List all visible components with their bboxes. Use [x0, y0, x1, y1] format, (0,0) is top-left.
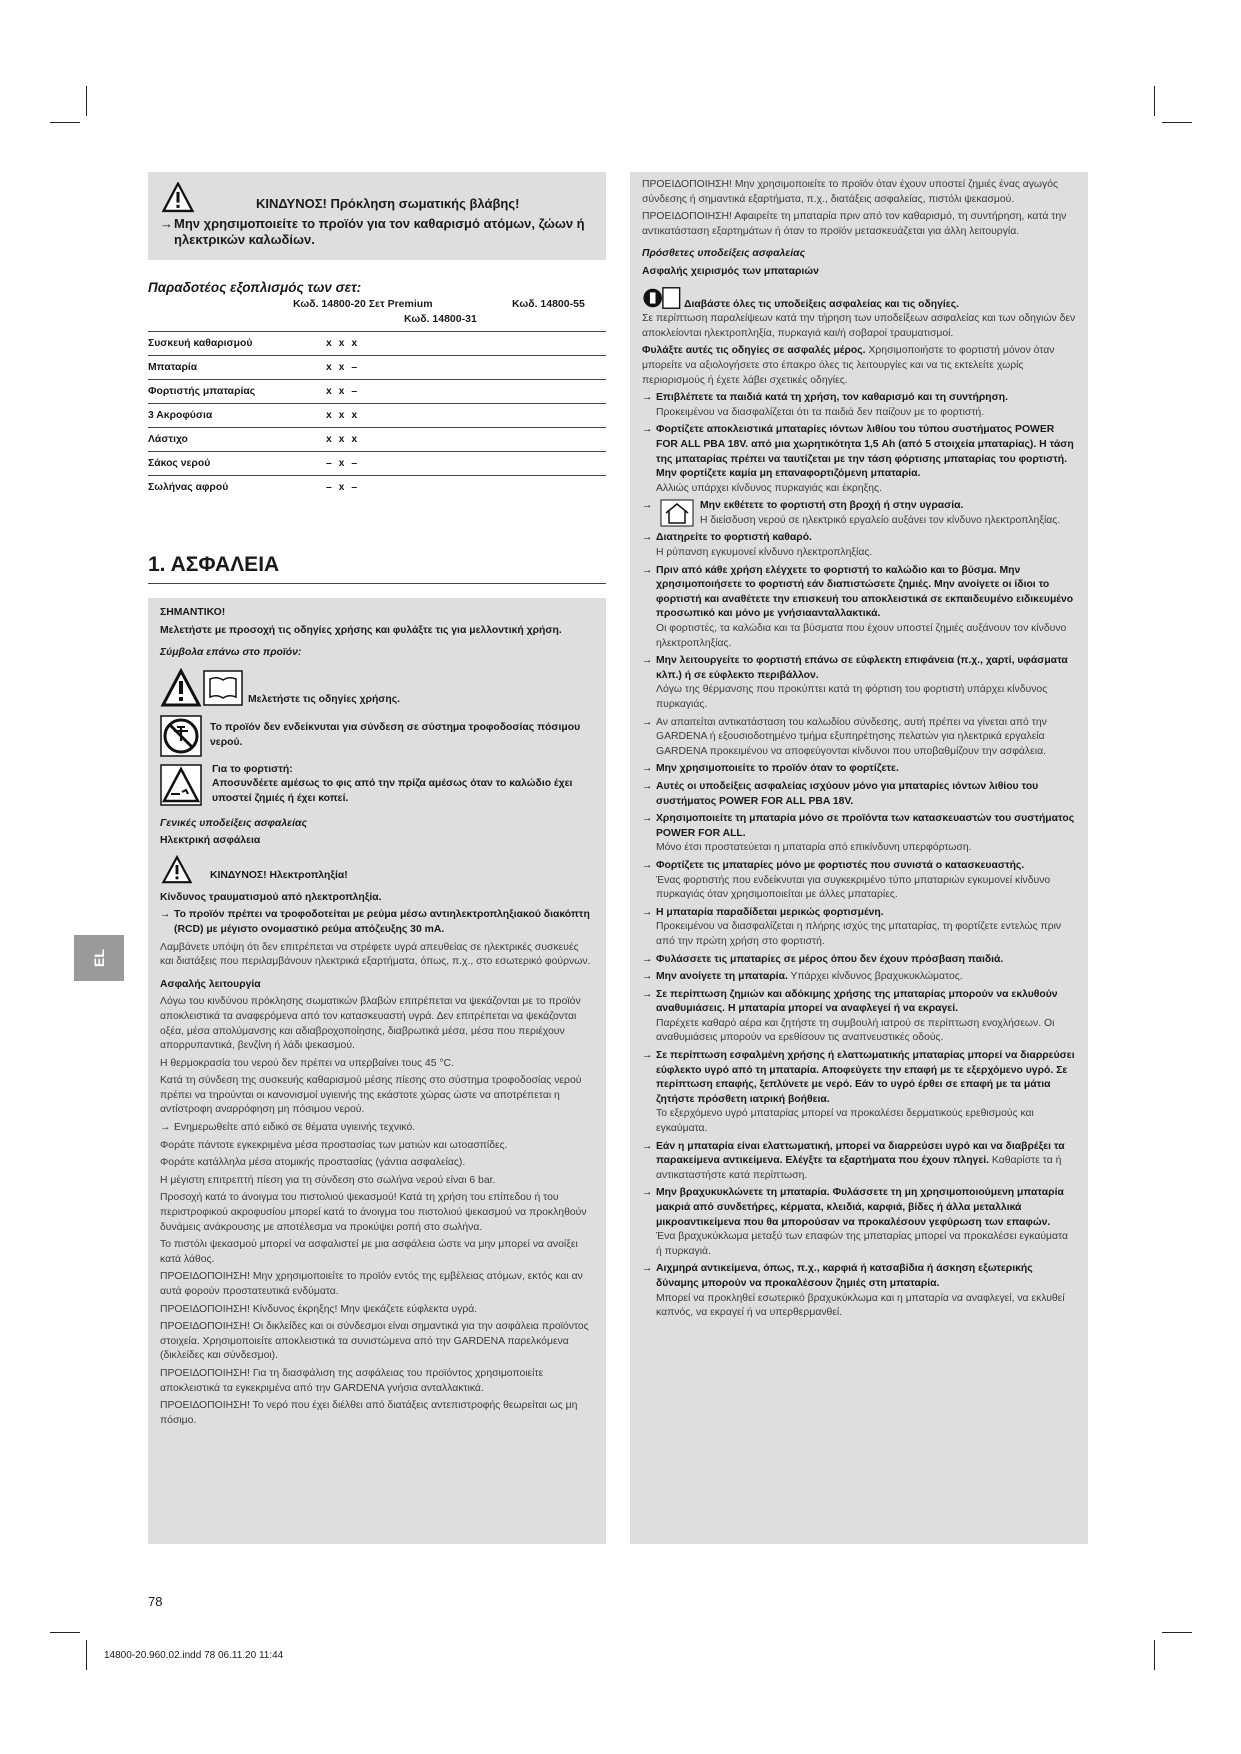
table-row [148, 476, 606, 500]
arrow-icon: → [642, 1187, 653, 1199]
table-row [148, 356, 606, 380]
battery-item-4 [642, 531, 1076, 560]
book-icon [202, 667, 244, 709]
item-bold: Φορτίζετε τις μπαταρίες μόνο με φορτιστές που συνιστά ο κατασκευαστής. [656, 859, 1025, 871]
col1-header: Κωδ. 14800-20 Σετ Premium [293, 298, 433, 310]
warning-2: ΠΡΟΕΙΔΟΠΟΙΗΣΗ! Κίνδυνος έκρηξης! Μην ψεκάζετε εύφλεκτα υγρά. [160, 1303, 478, 1315]
battery-item-14 [642, 970, 1076, 985]
crop-mark [86, 1640, 87, 1670]
battery-item-2 [642, 423, 1076, 496]
item-bold: Μην ανοίγετε τη μπαταρία. [656, 971, 788, 983]
arrow-icon: → [642, 780, 653, 792]
item-text: Αλλιώς υπάρχει κίνδυνος πυρκαγιάς και έκρηξης. [656, 482, 882, 494]
operation-item-4 [160, 1121, 594, 1136]
danger-title: ΚΙΝΔΥΝΟΣ! Πρόκληση σωματικής βλάβης! [256, 196, 520, 211]
battery-item-13 [642, 953, 1076, 968]
arrow-icon: → [642, 655, 653, 667]
item-text: Ένα βραχυκύκλωμα μεταξύ των επαφών της μπαταρίας μπορεί να προκαλέσει εγκαύματα ή πυρκαγιά. [656, 1231, 1068, 1257]
symbol-read-manual [160, 667, 594, 709]
row-value: x x – [326, 380, 606, 404]
left-content-box [148, 598, 606, 1544]
equipment-title: Παραδοτέος εξοπλισμός των σετ: [148, 280, 362, 295]
arrow-icon: → [642, 971, 653, 983]
item-text: Προκειμένου να διασφαλίζεται η πλήρης ισχύς της μπαταρίας, τη φορτίζετε εντελώς πριν από την πρώτη χρήση στο φορτιστή. [656, 921, 1062, 947]
arrow-icon: → [642, 1263, 653, 1275]
extra-title: Πρόσθετες υποδείξεις ασφαλείας [642, 248, 806, 260]
col2-header: Κωδ. 14800-31 [404, 313, 477, 325]
symbols-title: Σύμβολα επάνω στο προϊόν: [160, 647, 302, 659]
item-bold: Μην λειτουργείτε το φορτιστή επάνω σε εύφλεκτη επιφάνεια (π.χ., χαρτί, υφάσματα κλπ.) ή σε εύφλεκτο περιβάλλον. [656, 655, 1068, 681]
item-bold: Μην βραχυκυκλώνετε τη μπαταρία. Φυλάσσετε τη μη χρησιμοποιούμενη μπαταρία μακριά από συνδετήρες, κέρματα, κλειδιά, καρφιά, βίδες ή άλλα μεταλλικά μικροαντικείμενα που θα μπορούσαν να προκαλέσουν γεφύρωση των επαφών. [656, 1187, 1064, 1228]
item-bold: Πριν από κάθε χρήση ελέγχετε το φορτιστή το καλώδιο και το βύσμα. Μην χρησιμοποιήσετε το φορτιστή εάν διαπιστώσετε ζημιές. Μην ανοίγετε οι ίδιοι το φορτιστή και αναθέτετε την επισκευή του αποκλειστικά σε εκπαιδευμένο ειδικευμένο προσωπικό και μόνο με γνήσιαανταλλακτικά. [656, 564, 1074, 620]
arrow-icon: → [642, 906, 653, 918]
item-bold: Σε περίπτωση εσφαλμένη χρήσης ή ελαττωματικής μπαταρίας μπορεί να διαρρεύσει εύφλεκτο υγρό από τη μπαταρία. Αποφεύγετε την επαφή με τε εξερχόμενο υγρό. Σε περίπτωση επαφής, ξεπλύνετε με νερό. Εάν το υγρό έρθει σε επαφή με τα μάτια ζητήστε πρόσθετη ιατρική βοήθεια. [656, 1050, 1075, 1105]
symbol-no-drinking-water [160, 715, 594, 757]
row-value: x x x [326, 332, 606, 356]
item-text: Το εξερχόμενο υγρό μπαταρίας μπορεί να προκαλέσει δερματικούς ερεθισμούς και εγκαύματα. [656, 1108, 1034, 1135]
crop-mark [1162, 1632, 1192, 1633]
item-text: Μπορεί να προκληθεί εσωτερικό βραχυκύκλωμα και η μπαταρία να αναφλεγεί, να εκλυθεί καπνός, να εκραγεί ή να υπερθερμανθεί. [656, 1292, 1065, 1319]
section-header [148, 553, 606, 584]
arrow-icon: → [642, 813, 653, 825]
symbol-charger-text-wrap [212, 763, 594, 807]
row-value: x x – [326, 356, 606, 380]
item-bold: Χρησιμοποιείτε τη μπαταρία μόνο σε προϊόντα των κατασκευαστών του συστήματος POWER FOR ALL. [656, 813, 1075, 839]
crop-mark [1162, 122, 1192, 123]
important-heading: ΣΗΜΑΝΤΙΚΟ! [160, 607, 226, 618]
danger-line [160, 216, 594, 248]
row-label: Φορτιστής μπαταρίας [148, 380, 326, 404]
symbol-water-text: Το προϊόν δεν ενδείκνυται για σύνδεση σε σύστημα τροφοδοσίας πόσιμου νερού. [210, 722, 581, 748]
rcd-item [160, 908, 594, 937]
symbol-charger-text: Αποσυνδέετε αμέσως το φις από την πρίζα αμέσως όταν το καλώδιο έχει υποστεί ζημιές ή έχει κοπεί. [212, 778, 573, 804]
right-warning-1: ΠΡΟΕΙΔΟΠΟΙΗΣΗ! Μην χρησιμοποιείτε το προϊόν όταν έχουν υποστεί ζημιές ένας αγωγός σύνδεσης ή σημαντικά εξαρτήματα, π.χ., διατάξεις ασφαλείας, πιστόλι ψεκασμού. [642, 179, 1059, 205]
item-bold: Εάν η μπαταρία είναι ελαττωματική, μπορεί να διαρρεύσει υγρό και να διαβρέξει τα παρακείμενα αντικείμενα. Ελέγξτε τα εξαρτήματα που έχουν πληγεί. [656, 1140, 1065, 1167]
symbol-read-text: Μελετήστε τις οδηγίες χρήσης. [248, 694, 401, 706]
item-bold: Διατηρείτε το φορτιστή καθαρό. [656, 532, 812, 544]
arrow-icon: → [642, 424, 653, 436]
arrow-icon: → [642, 392, 653, 404]
arrow-icon: → [160, 909, 171, 921]
arrow-icon: → [642, 1140, 653, 1152]
item-text: Οι φορτιστές, τα καλώδια και τα βύσματα που έχουν υποστεί ζημιές αυξάνουν τον κίνδυνο ηλεκτροπληξίας. [656, 623, 1067, 649]
warning-4: ΠΡΟΕΙΔΟΠΟΙΗΣΗ! Για τη διασφάλιση της ασφάλειας του προϊόντος χρησιμοποιείτε αποκλειστικά τα εγκεκριμένα από την GARDENA γνήσια ανταλλακτικά. [160, 1367, 544, 1394]
item-text: Η διείσδυση νερού σε ηλεκτρικό εργαλείο αυξάνει τον κίνδυνο ηλεκτροπληξίας. [700, 514, 1061, 526]
section-title: 1. ΑΣΦΑΛΕΙΑ [148, 553, 280, 576]
item-text: Υπάρχει κίνδυνος βραχυκυκλώματος. [790, 971, 963, 983]
item-bold: Η μπαταρία παραδίδεται μερικώς φορτισμένη. [656, 906, 884, 918]
battery-item-15 [642, 988, 1076, 1046]
keep-para [642, 344, 1076, 388]
crop-mark [86, 86, 87, 116]
crop-mark [1154, 1640, 1155, 1670]
right-content-box [630, 172, 1088, 1544]
operation-text-3: Κατά τη σύνδεση της συσκευής καθαρισμού μέσης πίεσης στο σύστημα τροφοδοσίας νερού πρέπει να τηρούνται οι κανονισμοί υγιεινής της εκάστοτε χώρας ώστε να αποτρέπεται η αντίστροφη αναρρόφηση μη πόσιμου νερού. [160, 1075, 582, 1116]
item-text: Η ρύπανση εγκυμονεί κίνδυνο ηλεκτροπληξίας. [656, 547, 873, 559]
read-all-row [642, 284, 1076, 313]
electric-danger [160, 855, 594, 885]
item-text: Ένας φορτιστής που ενδείκνυται για συγκεκριμένο τύπο μπαταριών εγκυμονεί κίνδυνο πυρκαγιάς όταν χρησιμοποιείται με άλλες μπαταρίες. [656, 874, 1051, 901]
no-tap-icon [160, 715, 202, 757]
warning-5: ΠΡΟΕΙΔΟΠΟΙΗΣΗ! Το νερό που έχει διέλθει από διατάξεις αντεπιστροφής θεωρείται ως μη πόσιμο. [160, 1400, 578, 1426]
crop-mark [1154, 86, 1155, 116]
item-bold: Σε περίπτωση ζημιών και αδόκιμης χρήσης της μπαταρίας μπορούν να εκλυθούν αναθυμιάσεις. Η μπαταρία μπορεί να αναφλεγεί ή να εκραγεί. [656, 988, 1058, 1015]
item-text: Προκειμένου να διασφαλίζεται ότι τα παιδιά δεν παίζουν με το φορτιστή. [656, 406, 985, 418]
item-bold: Αιχμηρά αντικείμενα, όπως, π.χ., καρφιά ή κατσαβίδια ή άσκηση εξωτερικής δύναμης μπορούν να προκαλέσουν ζημιές στη μπαταρία. [656, 1263, 1033, 1289]
arrow-icon: → [642, 859, 653, 871]
electric-danger-text: ΚΙΝΔΥΝΟΣ! Ηλεκτροπληξία! [210, 870, 348, 882]
warning-triangle-icon [160, 667, 202, 709]
warning-1: ΠΡΟΕΙΔΟΠΟΙΗΣΗ! Μην χρησιμοποιείτε το προϊόν εντός της εμβέλειας ατόμων, εκτός και αν αυτά φορούν προστατευτικά ενδύματα. [160, 1271, 583, 1297]
page-number: 78 [148, 1594, 163, 1609]
arrow-icon: → [642, 953, 653, 965]
row-label: Σωλήνας αφρού [148, 482, 229, 493]
house-icon [660, 499, 694, 527]
arrow-icon: → [642, 532, 653, 544]
battery-title: Ασφαλής χειρισμός των μπαταριών [642, 265, 819, 277]
table-row [148, 452, 606, 476]
operation-title: Ασφαλής λειτουργία [160, 978, 261, 990]
arrow-icon: → [642, 500, 653, 512]
arrow-icon: → [642, 716, 653, 728]
battery-item-7 [642, 716, 1076, 760]
read-all-desc: Σε περίπτωση παραλείψεων κατά την τήρηση των υποδείξεων ασφαλείας και των οδηγιών δεν αποκλείονται ηλεκτροπληξία, πυρκαγιά και/ή σοβαροί τραυματισμοί. [642, 313, 1076, 339]
danger-line-text: Μην χρησιμοποιείτε το προϊόν για τον καθαρισμό ατόμων, ζώων ή ηλεκτρικών καλωδίων. [174, 216, 585, 247]
electric-warning-icon [160, 764, 202, 806]
electric-title: Ηλεκτρική ασφάλεια [160, 835, 261, 847]
battery-item-6 [642, 654, 1076, 712]
row-value: – x – [326, 452, 606, 476]
general-title: Γενικές υποδείξεις ασφαλείας [160, 817, 307, 829]
danger-box [148, 172, 606, 260]
operation-text-4: Ενημερωθείτε από ειδικό σε θέματα υγιεινής τεχνικό. [174, 1122, 416, 1134]
rcd-text: Το προϊόν πρέπει να τροφοδοτείται με ρεύμα μέσω αντιηλεκτροπληξιακού διακόπτη (RCD) με μέγιστο ονομαστικό ρεύμα απόζευξης 30 mA. [174, 909, 590, 935]
read-all-text: Διαβάστε όλες τις υποδείξεις ασφαλείας και τις οδηγίες. [684, 298, 960, 310]
section-rule [148, 583, 606, 584]
battery-item-3 [642, 499, 1076, 528]
item-text: Λόγω της θέρμανσης που προκύπτει κατά τη φόρτιση του φορτιστή υπάρχει κίνδυνος πυρκαγιάς. [656, 684, 1048, 710]
battery-item-5 [642, 564, 1076, 652]
item-text: Μόνο έτσι προστατεύεται η μπαταρία από επικίνδυνη υπερφόρτωση. [656, 842, 972, 854]
language-tab [74, 935, 124, 981]
battery-item-8 [642, 762, 1076, 777]
row-label: Συσκευή καθαρισμού [148, 332, 326, 356]
arrow-icon: → [642, 564, 653, 576]
row-value: – x – [326, 482, 360, 493]
operation-text-2: Η θερμοκρασία του νερού δεν πρέπει να υπερβαίνει τους 45 °C. [160, 1057, 454, 1069]
crop-mark [50, 1632, 80, 1633]
table-row [148, 428, 606, 452]
item-3-text-wrap [700, 499, 1060, 528]
operation-text-9: Το πιστόλι ψεκασμού μπορεί να ασφαλιστεί με μια ασφάλεια ώστε να μην μπορεί να ανοίξει κατά λάθος. [160, 1239, 578, 1265]
battery-item-16 [642, 1049, 1076, 1137]
row-label: Λάστιχο [148, 428, 326, 452]
warning-triangle-icon [160, 855, 194, 885]
print-footer: 14800-20.960.02.indd 78 06.11.20 11:44 [104, 1650, 284, 1661]
operation-text-1: Λόγω του κινδύνου πρόκλησης σωματικών βλαβών επιτρέπεται να ψεκάζονται με το προϊόν αποκλειστικά τα αναφερόμενα από τον κατασκευαστή υγρά. Δεν επιτρέπεται να ψεκάζονται οξέα, μέσα απολύμανσης και αδιαβροχοποίησης, διαβρωτικά μέσα, μέσα που περιέχουν απορρυπαντικά, βενζίνη ή λάδι ψεκασμού. [160, 996, 581, 1052]
battery-item-10 [642, 812, 1076, 856]
arrow-icon: → [642, 1050, 653, 1062]
battery-item-17 [642, 1140, 1076, 1184]
item-text: Καθαρίστε τα ή αντικαταστήστε κατά περίπτωση. [656, 1155, 1062, 1181]
operation-text-5: Φοράτε πάντοτε εγκεκριμένα μέσα προστασίας των ματιών και ωτοασπίδες. [160, 1139, 508, 1151]
equipment-section [148, 260, 606, 590]
operation-text-7: Η μέγιστη επιτρεπτή πίεση για τη σύνδεση στο σωλήνα νερού είναι 6 bar. [160, 1174, 496, 1186]
item-text: Παρέχετε καθαρό αέρα και ζητήστε τη συμβουλή ιατρού σε περίπτωση ενοχλήσεων. Οι αναθυμιάσεις μπορούν να ερεθίσουν τις αναπνευστικές οδούς. [656, 1017, 1055, 1044]
operation-text-6: Φοράτε κατάλληλα μέσα ατομικής προστασίας (γάντια ασφαλείας). [160, 1157, 466, 1169]
keep-text: Χρησιμοποιήστε το φορτιστή μόνον όταν μπορείτε να αξιολογήσετε στο έπακρο όλες τις λειτουργίες και να τις εκτελείτε χωρίς περιορισμούς ή έχετε λάβει σχετικές οδηγίες. [642, 345, 1055, 386]
battery-item-1 [642, 391, 1076, 420]
battery-item-12 [642, 906, 1076, 950]
table-row [148, 404, 606, 428]
item-bold: Μην χρησιμοποιείτε το προϊόν όταν το φορτίζετε. [656, 763, 899, 775]
table-row [148, 380, 606, 404]
row-label: 3 Ακροφύσια [148, 404, 326, 428]
item-bold: Φορτίζετε αποκλειστικά μπαταρίες ιόντων λιθίου του τύπου συστήματος POWER FOR ALL PBA 18V. από μια χωρητικότητα 1,5 Ah (από 5 στοιχεία μπαταρίας). Η τάση της μπαταρίας πρέπει να ταυτίζεται με την τάση φόρτισης μπαταρίας του φορτιστή. Μην φορτίζετε καμία μη επαναφορτιζόμενη μπαταρία. [656, 424, 1074, 480]
item-bold: Φυλάσσετε τις μπαταρίες σε μέρος όπου δεν έχουν πρόσβαση παιδιά. [656, 953, 1004, 965]
battery-item-11 [642, 859, 1076, 903]
item-bold: Μην εκθέτετε το φορτιστή στη βροχή ή στην υγρασία. [700, 500, 964, 512]
item-bold: Επιβλέπετε τα παιδιά κατά τη χρήση, τον καθαρισμό και τη συντήρηση. [656, 392, 1008, 404]
col3-header: Κωδ. 14800-55 [512, 298, 585, 310]
row-label: Σάκος νερού [148, 452, 326, 476]
important-text: Μελετήστε με προσοχή τις οδηγίες χρήσης και φυλάξτε τις για μελλοντική χρήση. [160, 624, 562, 636]
read-manual-icon [642, 285, 682, 311]
row-value: x x x [326, 428, 606, 452]
warning-triangle-icon [160, 182, 196, 214]
symbol-charger [160, 763, 594, 807]
row-label: Μπαταρία [148, 356, 326, 380]
table-row [148, 332, 606, 356]
arrow-icon: → [160, 1122, 171, 1134]
symbol-charger-title: Για το φορτιστή: [212, 763, 293, 775]
warning-3: ΠΡΟΕΙΔΟΠΟΙΗΣΗ! Οι δικλείδες και οι σύνδεσμοι είναι σημαντικά για την ασφάλεια προϊόντος στοιχεία. Χρησιμοποιείτε αποκλειστικά τα συνιστώμενα από την GARDENA παρελκόμενα (δικλείδες και σύνδεσμοι). [160, 1321, 589, 1362]
battery-item-18 [642, 1186, 1076, 1259]
crop-mark [50, 122, 80, 123]
row-value: x x x [326, 404, 606, 428]
language-tab-label: EL [90, 949, 107, 967]
battery-item-9 [642, 780, 1076, 809]
equipment-header [148, 295, 606, 331]
operation-text-8: Προσοχή κατά το άνοιγμα του πιστολιού ψεκασμού! Κατά τη χρήση του επίπεδου ή του περιστροφικού ακροφυσίου μπορεί κατά το άνοιγμα του πιστολιού ψεκασμού να προκληθούν δυνάμεις ανάκρουσης με αποτέλεσμα να προκύψει ροπή στο σωλήνα. [160, 1192, 587, 1233]
equipment-table [148, 332, 606, 499]
item-bold: Αυτές οι υποδείξεις ασφαλείας ισχύουν μόνο για μπαταρίες ιόντων λιθίου του συστήματος POWER FOR ALL PBA 18V. [656, 780, 1039, 807]
keep-bold: Φυλάξτε αυτές τις οδηγίες σε ασφαλές μέρος. [642, 345, 866, 357]
right-warning-2: ΠΡΟΕΙΔΟΠΟΙΗΣΗ! Αφαιρείτε τη μπαταρία πριν από τον καθαρισμό, τη συντήρηση, κατά την αντικατάσταση εξαρτημάτων ή όταν το προϊόν μετασκευάζεται για άλλη λειτουργία. [642, 211, 1067, 237]
arrow-icon: → [160, 216, 173, 231]
item-text: Αν απαιτείται αντικατάσταση του καλωδίου σύνδεσης, αυτή πρέπει να γίνεται από την GARDENA ή εξουσιοδοτημένο τμήμα εξυπηρέτησης πελατών για ηλεκτρικά εργαλεία GARDENA προκειμένου να αποφεύγονται κίνδυνοι που υποβαθμίζουν την ασφάλεια. [656, 716, 1047, 757]
arrow-icon: → [642, 763, 653, 775]
arrow-icon: → [642, 988, 653, 1000]
electric-risk: Κίνδυνος τραυματισμού από ηλεκτροπληξία. [160, 891, 382, 903]
battery-item-19 [642, 1262, 1076, 1320]
liquids-text: Λαμβάνετε υπόψη ότι δεν επιτρέπεται να στρέφετε υγρά απευθείας σε ηλεκτρικές συσκευές και διατάξεις που περιλαμβάνουν ηλεκτρικά εξαρτήματα, όπως, π.χ., στο εσωτερικό φούρνων. [160, 941, 591, 968]
